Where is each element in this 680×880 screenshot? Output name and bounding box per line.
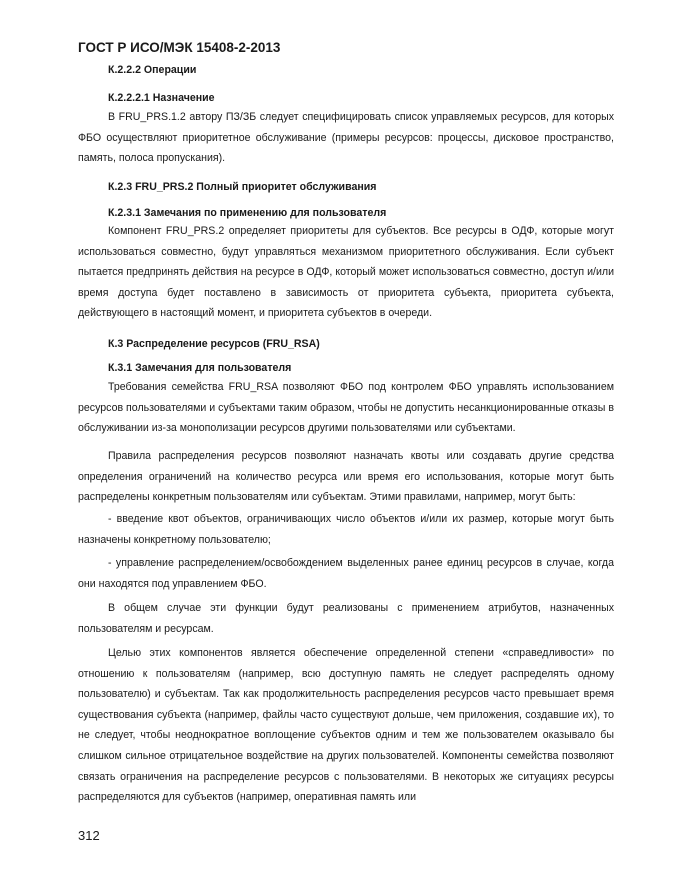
page-number: 312 (78, 828, 100, 843)
heading-k231: К.2.3.1 Замечания по применению для пользователя (108, 207, 387, 219)
heading-k23: К.2.3 FRU_PRS.2 Полный приоритет обслуживания (108, 181, 377, 193)
paragraph-1: В FRU_PRS.1.2 автору ПЗ/ЗБ следует специфицировать список управляемых ресурсов, для которых ФБО осуществляют приоритетное обслуживание (примеры ресурсов: процессы, дисковое пространство, память, полоса пропускания). (78, 111, 614, 165)
document-title: ГОСТ Р ИСО/МЭК 15408-2-2013 (78, 40, 281, 55)
heading-k2221: К.2.2.2.1 Назначение (108, 92, 215, 104)
paragraph-3: Требования семейства FRU_RSA позволяют ФБО под контролем ФБО управлять использованием ресурсов пользователями и субъектами таким образом, чтобы не допустить несанкционированные отказы в обслуживании из-за монополизации ресурсов другими пользователями или субъектами. (78, 381, 614, 435)
paragraph-2: Компонент FRU_PRS.2 определяет приоритеты для субъектов. Все ресурсы в ОДФ, которые могут использоваться совместно, будут управляться механизмом приоритетного обслуживания. Если субъект пытается предпринять действия на ресурсе в ОДФ, который может использоваться совместно, доступ и/или время доступа будет поставлено в зависимость от приоритета субъекта, приоритета субъекта, действующего в настоящий момент, и приоритета субъектов в очереди. (78, 225, 614, 320)
heading-k3: К.3 Распределение ресурсов (FRU_RSA) (108, 338, 320, 350)
paragraph-7: В общем случае эти функции будут реализованы с применением атрибутов, назначенных пользователям и ресурсам. (78, 602, 614, 635)
heading-k31: К.3.1 Замечания для пользователя (108, 362, 292, 374)
heading-k222: К.2.2.2 Операции (108, 64, 197, 76)
paragraph-6-list-item: - управление распределением/освобождением выделенных ранее единиц ресурсов в случае, когда они находятся под управлением ФБО. (78, 557, 614, 590)
paragraph-4: Правила распределения ресурсов позволяют назначать квоты или создавать другие средства определения ограничений на количество ресурса или время его использования, которые могут быть распределены конкретным пользователям или субъектам. Этими правилами, например, могут быть: (78, 450, 614, 504)
paragraph-8: Целью этих компонентов является обеспечение определенной степени «справедливости» по отношению к пользователям (например, всю доступную память не следует распределять одному пользователю) и субъектам. Так как продолжительность распределения ресурсов часто превышает время существования субъекта (например, файлы часто существуют дольше, чем приложения, создавшие их), то не следует, чтобы неоднократное воплощение субъектов одним и тем же пользователем оказывало бы слишком сильное отрицательное воздействие на других пользователей. Компоненты семейства позволяют связать ограничения на распределение ресурсов с пользователями. В некоторых же ситуациях ресурсы распределяются для субъектов (например, оперативная память или (78, 647, 614, 804)
paragraph-5-list-item: - введение квот объектов, ограничивающих число объектов и/или их размер, которые могут быть назначены конкретному пользователю; (78, 513, 614, 546)
